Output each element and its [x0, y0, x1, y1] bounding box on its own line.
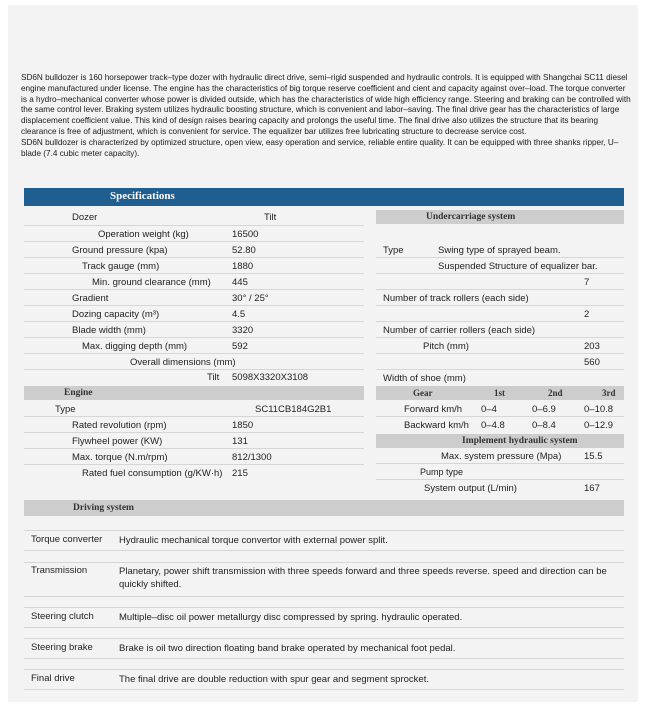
- spec-label: Ground pressure (kpa): [72, 245, 168, 256]
- undercarriage-header: [376, 210, 624, 224]
- spec-label: Overall dimensions (mm): [130, 357, 236, 368]
- driving-item-desc: Planetary, power shift transmission with three speeds forward and three speeds reverse. speed and direction can be quickly shifted.: [119, 566, 607, 590]
- spec-value: Suspended Structure of equalizer bar.: [438, 261, 598, 272]
- spec-label: Gradient: [72, 293, 109, 304]
- spec-value: 7: [584, 277, 590, 288]
- spec-label: Rated fuel consumption (g/KW·h): [82, 468, 223, 479]
- spec-value: 203: [584, 341, 600, 352]
- divider: [376, 416, 624, 417]
- spec-value: 560: [584, 357, 600, 368]
- divider: [376, 337, 624, 338]
- gear-value: 0–10.8: [584, 404, 614, 415]
- spec-value: Swing type of sprayed beam.: [438, 245, 561, 256]
- spec-label: System output (L/min): [424, 483, 517, 494]
- intro-paragraph-2: SD6N bulldozer is characterized by optimized structure, open view, easy operation and service, reliable entire quality. It can be equipped with three shanks ripper, U–blade (7.4 cubic meter capacity).: [21, 137, 619, 158]
- driving-item-desc: The final drive are double reduction with spur gear and segment sprocket.: [119, 674, 429, 685]
- spec-value: 592: [232, 341, 248, 352]
- spec-value: 2: [584, 309, 590, 320]
- divider: [24, 305, 364, 306]
- spec-value: 215: [232, 468, 248, 479]
- divider: [376, 273, 624, 274]
- dozer-type: Tilt: [264, 212, 277, 223]
- divider: [376, 463, 624, 464]
- spec-label: Rated revolution (rpm): [72, 420, 167, 431]
- divider: [24, 353, 364, 354]
- intro-paragraph-1: SD6N bulldozer is 160 horsepower track–type dozer with hydraulic direct drive, semi–rigid suspended and hydraulic controls. It is equipped with Shangchai SC11 diesel engine manufactured under license. The engine has the characteristics of big torque reserve coefficient and cient and capacity against over–load. The torque converter is a hydro–mechanical converter whose power is divided outside, which has the characteristics of wide high efficiency range. Steering and braking can be controlled with the same control lever. Braking system utilizes hydraulic boosting structure, which is convenient and labor–saving. The final drive gear has the characteristics of large displacement coefficient value. This kind of design raises bearing capacity and prolongs the useful time. The final drive also utilizes the structure that its bearing clearance is free of adjustment, which is convenient for service. The equalizer bar utilizes free lubricating structure to decrease service cost.: [21, 73, 631, 136]
- divider: [24, 607, 624, 608]
- intro-text: [21, 73, 631, 159]
- divider: [376, 369, 624, 370]
- spec-value: 1850: [232, 420, 254, 431]
- spec-label: Operation weight (kg): [98, 229, 189, 240]
- driving-item-name: Final drive: [31, 673, 75, 684]
- divider: [24, 658, 624, 659]
- spec-label: Blade width (mm): [72, 325, 146, 336]
- spec-value: 812/1300: [232, 452, 272, 463]
- spec-value: 3320: [232, 325, 254, 336]
- divider: [376, 353, 624, 354]
- spec-value: 52.80: [232, 245, 256, 256]
- divider: [24, 337, 364, 338]
- specifications-title: Specifications: [110, 190, 175, 202]
- engine-title: Engine: [64, 388, 93, 398]
- gear-col-gear: Gear: [413, 388, 433, 398]
- spec-label: Dozing capacity (m³): [72, 309, 160, 320]
- divider: [24, 273, 364, 274]
- driving-item-desc: Brake is oil two direction floating band brake operated by mechanical foot pedal.: [119, 643, 456, 654]
- divider: [24, 689, 624, 690]
- gear-value: 0–4.8: [481, 420, 505, 431]
- spec-label: Number of carrier rollers (each side): [383, 325, 536, 336]
- divider: [24, 369, 364, 370]
- gear-value: 0–8.4: [532, 420, 556, 431]
- gear-value: 0–6.9: [532, 404, 556, 415]
- divider: [24, 241, 364, 242]
- gear-value: 0–4: [481, 404, 497, 415]
- spec-label: Pump type: [420, 467, 464, 477]
- spec-label: Min. ground clearance (mm): [92, 277, 211, 288]
- spec-label: Type: [383, 245, 404, 256]
- spec-value: 1880: [232, 261, 254, 272]
- divider: [24, 669, 624, 670]
- driving-header: [24, 500, 624, 516]
- spec-value: 445: [232, 277, 248, 288]
- spec-label: Pitch (mm): [423, 341, 469, 352]
- spec-value: 16500: [232, 229, 259, 240]
- spec-label: Max. torque (N.m/rpm): [72, 452, 168, 463]
- divider: [24, 464, 364, 465]
- spec-value: 167: [584, 483, 600, 494]
- driving-item-desc: Multiple–disc oil power metallurgy disc compressed by spring. hydraulic operated.: [119, 612, 463, 623]
- driving-item-desc: Hydraulic mechanical torque convertor with external power split.: [119, 535, 388, 546]
- implement-title: Implement hydraulic system: [462, 436, 578, 446]
- divider: [24, 257, 364, 258]
- divider: [376, 305, 624, 306]
- driving-item-name: Steering clutch: [31, 611, 94, 622]
- spec-label: Number of track rollers (each side): [383, 293, 529, 304]
- spec-label: Max. system pressure (Mpa): [441, 451, 562, 462]
- divider: [24, 550, 624, 551]
- driving-title: Driving system: [73, 503, 134, 513]
- driving-item-name: Steering brake: [31, 642, 93, 653]
- undercarriage-title: Undercarriage system: [426, 212, 516, 222]
- spec-label: Track gauge (mm): [82, 261, 160, 272]
- spec-value: SC11CB184G2B1: [255, 404, 332, 415]
- dozer-label: Dozer: [72, 212, 98, 223]
- driving-item-name: Torque converter: [31, 534, 103, 545]
- spec-value: 5098X3320X3108: [232, 372, 309, 383]
- engine-header: [24, 386, 364, 400]
- gear-col-1st: 1st: [494, 388, 505, 398]
- driving-item-name: Transmission: [31, 565, 88, 576]
- gear-label: Forward km/h: [404, 404, 463, 415]
- gear-col-3rd: 3rd: [602, 388, 616, 398]
- divider: [376, 321, 624, 322]
- spec-label: Max. digging depth (mm): [82, 341, 188, 352]
- spec-value: 4.5: [232, 309, 246, 320]
- divider: [24, 289, 364, 290]
- gear-col-2nd: 2nd: [548, 388, 563, 398]
- divider: [24, 432, 364, 433]
- divider: [24, 225, 364, 226]
- spec-label: Tilt: [207, 372, 220, 383]
- spec-label: Flywheel power (KW): [72, 436, 163, 447]
- specifications-header: [24, 188, 624, 206]
- divider: [24, 321, 364, 322]
- implement-header: [376, 434, 624, 448]
- divider: [24, 627, 624, 628]
- spec-label: Width of shoe (mm): [383, 373, 466, 384]
- divider: [24, 448, 364, 449]
- divider: [24, 530, 624, 531]
- divider: [376, 479, 624, 480]
- divider: [24, 638, 624, 639]
- divider: [24, 596, 624, 597]
- spec-value: 30° / 25°: [232, 293, 269, 304]
- divider: [376, 257, 624, 258]
- gear-value: 0–12.9: [584, 420, 614, 431]
- spec-label: Type: [55, 404, 76, 415]
- spec-value: 15.5: [584, 451, 603, 462]
- spec-value: 131: [232, 436, 248, 447]
- divider: [24, 562, 624, 563]
- divider: [24, 416, 364, 417]
- divider: [376, 289, 624, 290]
- gear-label: Backward km/h: [404, 420, 469, 431]
